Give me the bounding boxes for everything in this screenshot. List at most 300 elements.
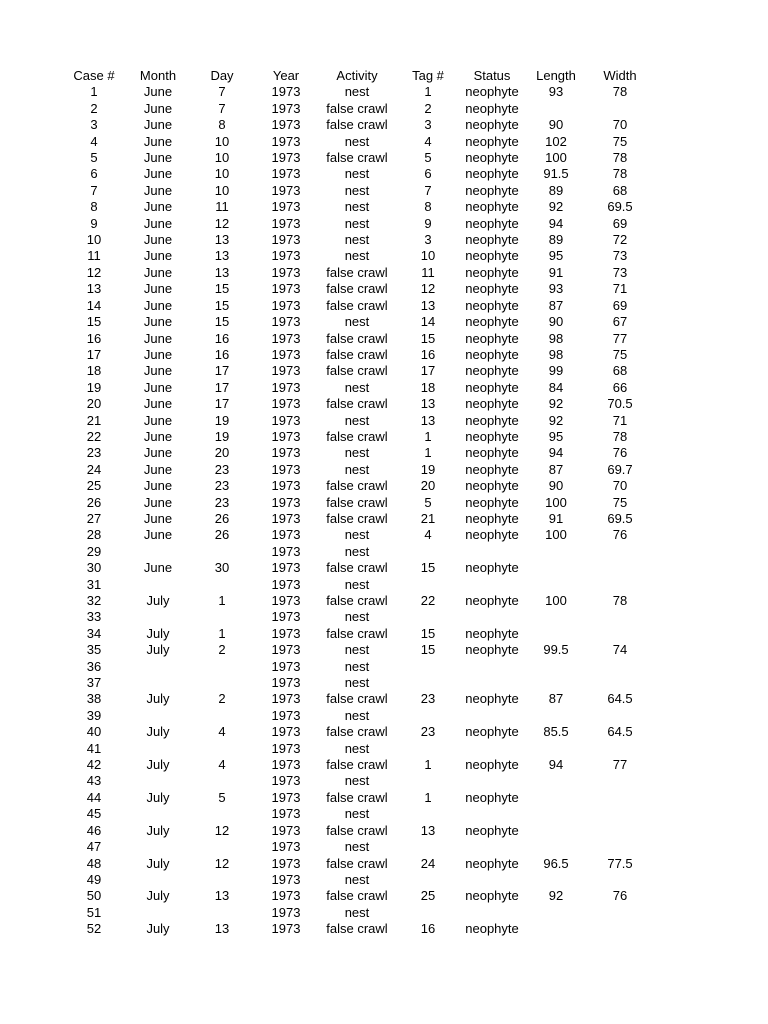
- tag-number-cell: 13: [420, 396, 436, 412]
- year-cell: 1973: [271, 904, 301, 920]
- month-cell: July: [146, 921, 170, 937]
- width-cell: [588, 823, 652, 839]
- activity-cell: nest: [344, 642, 370, 658]
- length-cell: 90: [548, 314, 564, 330]
- case-number-cell: 28: [86, 527, 102, 543]
- status-cell: neophyte: [465, 412, 519, 428]
- status-cell: neophyte: [465, 84, 519, 100]
- activity-cell: false crawl: [326, 363, 388, 379]
- month-cell: June: [143, 166, 173, 182]
- status-cell: neophyte: [465, 593, 519, 608]
- activity-cell: nest: [344, 773, 370, 789]
- case-number-cell: 25: [86, 478, 102, 494]
- day-cell: 15: [214, 281, 230, 297]
- case-number-cell: 31: [86, 576, 102, 592]
- activity-cell: false crawl: [326, 264, 388, 280]
- year-cell: 1973: [271, 593, 301, 608]
- width-cell: 64.5: [607, 724, 633, 740]
- day-cell: 4: [218, 724, 226, 740]
- status-cell: neophyte: [465, 625, 519, 641]
- activity-cell: nest: [344, 576, 370, 592]
- table-row: [62, 331, 652, 347]
- table-row: [62, 150, 652, 166]
- month-cell: June: [143, 117, 173, 133]
- tag-number-cell: 19: [420, 461, 436, 477]
- month-cell: June: [143, 379, 173, 395]
- tag-number-cell: 4: [424, 133, 432, 149]
- activity-cell: false crawl: [326, 478, 388, 494]
- status-cell: neophyte: [465, 199, 519, 215]
- case-number-cell: 48: [86, 855, 102, 871]
- activity-cell: false crawl: [326, 888, 388, 904]
- tag-number-cell: 11: [421, 264, 435, 280]
- length-cell: 95: [548, 248, 564, 264]
- year-cell: 1973: [271, 773, 301, 789]
- tag-number-cell: 21: [420, 510, 436, 526]
- width-cell: [588, 905, 652, 921]
- month-cell: June: [143, 396, 173, 412]
- table-row: [62, 265, 652, 281]
- month-cell: July: [146, 642, 170, 658]
- month-cell: [126, 544, 190, 560]
- activity-cell: false crawl: [326, 855, 388, 871]
- day-cell: 13: [214, 264, 230, 280]
- width-cell: 76: [612, 527, 628, 543]
- width-cell: 69.5: [607, 199, 633, 215]
- status-cell: neophyte: [465, 330, 519, 346]
- month-cell: [126, 675, 190, 691]
- table-row: [62, 593, 652, 609]
- width-cell: 70: [612, 478, 628, 494]
- case-number-cell: 39: [86, 707, 102, 723]
- case-number-cell: 30: [86, 560, 102, 576]
- year-cell: 1973: [271, 281, 301, 297]
- length-cell: [524, 921, 588, 937]
- status-cell: [460, 609, 524, 625]
- table-row: [62, 691, 652, 707]
- length-cell: 98: [548, 346, 564, 362]
- year-cell: 1973: [271, 363, 301, 379]
- width-cell: [588, 626, 652, 642]
- case-number-cell: 23: [86, 445, 102, 461]
- status-cell: [460, 839, 524, 855]
- length-cell: [524, 675, 588, 691]
- status-cell: neophyte: [465, 281, 519, 297]
- table-row: [62, 495, 652, 511]
- tag-number-cell: [396, 741, 460, 757]
- length-cell: [524, 544, 588, 560]
- status-cell: neophyte: [465, 510, 519, 526]
- case-number-cell: 49: [86, 871, 102, 887]
- year-cell: 1973: [271, 396, 301, 412]
- header-tag-number: Tag #: [412, 68, 444, 83]
- status-cell: [460, 806, 524, 822]
- day-cell: 23: [214, 461, 230, 477]
- width-cell: 76: [612, 445, 628, 461]
- year-cell: 1973: [271, 757, 301, 773]
- table-row: [62, 166, 652, 182]
- tag-number-cell: 15: [420, 625, 436, 641]
- activity-cell: nest: [344, 740, 370, 756]
- year-cell: 1973: [271, 543, 301, 559]
- day-cell: 17: [214, 363, 230, 379]
- length-cell: 94: [548, 757, 564, 773]
- status-cell: [460, 872, 524, 888]
- tag-number-cell: 22: [420, 593, 436, 608]
- case-number-cell: 26: [86, 494, 102, 510]
- length-cell: [524, 101, 588, 117]
- case-number-cell: 16: [86, 330, 102, 346]
- case-number-cell: 40: [86, 724, 102, 740]
- day-cell: 2: [218, 642, 226, 658]
- year-cell: 1973: [271, 527, 301, 543]
- tag-number-cell: [396, 872, 460, 888]
- activity-cell: false crawl: [326, 789, 388, 805]
- status-cell: neophyte: [465, 691, 519, 707]
- status-cell: neophyte: [465, 363, 519, 379]
- table-row: [62, 232, 652, 248]
- activity-cell: false crawl: [326, 921, 388, 937]
- table-row: [62, 609, 652, 625]
- length-cell: 90: [548, 117, 564, 133]
- tag-number-cell: 13: [420, 297, 436, 313]
- year-cell: 1973: [271, 839, 301, 855]
- case-number-cell: 1: [90, 84, 98, 100]
- header-length: Length: [536, 68, 576, 83]
- case-number-cell: 32: [86, 593, 102, 608]
- day-cell: 4: [218, 757, 226, 773]
- status-cell: neophyte: [465, 264, 519, 280]
- status-cell: neophyte: [465, 642, 519, 658]
- day-cell: 19: [214, 428, 230, 444]
- year-cell: 1973: [271, 560, 301, 576]
- tag-number-cell: [396, 773, 460, 789]
- year-cell: 1973: [271, 445, 301, 461]
- length-cell: 90: [548, 478, 564, 494]
- status-cell: neophyte: [465, 822, 519, 838]
- width-cell: [588, 675, 652, 691]
- case-number-cell: 45: [86, 806, 102, 822]
- table-row: [62, 445, 652, 461]
- month-cell: June: [143, 133, 173, 149]
- case-number-cell: 8: [90, 199, 98, 215]
- day-cell: 10: [214, 150, 230, 166]
- case-number-cell: 17: [86, 346, 102, 362]
- year-cell: 1973: [271, 84, 301, 100]
- day-cell: 13: [214, 248, 230, 264]
- width-cell: [588, 921, 652, 937]
- tag-number-cell: 15: [420, 330, 436, 346]
- status-cell: neophyte: [465, 789, 519, 805]
- year-cell: 1973: [271, 625, 301, 641]
- year-cell: 1973: [271, 822, 301, 838]
- table-row: [62, 708, 652, 724]
- width-cell: [588, 708, 652, 724]
- year-cell: 1973: [271, 150, 301, 166]
- width-cell: [588, 741, 652, 757]
- case-number-cell: 2: [90, 100, 98, 116]
- month-cell: June: [143, 232, 173, 248]
- width-cell: 69.5: [607, 510, 633, 526]
- case-number-cell: 52: [86, 921, 102, 937]
- width-cell: 75: [612, 494, 628, 510]
- length-cell: 93: [548, 84, 564, 100]
- case-number-cell: 7: [90, 182, 98, 198]
- day-cell: [190, 839, 254, 855]
- table-row: [62, 363, 652, 379]
- case-number-cell: 4: [90, 133, 98, 149]
- status-cell: neophyte: [465, 232, 519, 248]
- case-number-cell: 6: [90, 166, 98, 182]
- year-cell: 1973: [271, 166, 301, 182]
- day-cell: 1: [218, 593, 226, 608]
- tag-number-cell: 13: [420, 412, 436, 428]
- month-cell: June: [143, 215, 173, 231]
- day-cell: 12: [214, 822, 230, 838]
- case-number-cell: 11: [87, 248, 101, 264]
- length-cell: 84: [548, 379, 564, 395]
- width-cell: 74: [612, 642, 628, 658]
- month-cell: June: [143, 264, 173, 280]
- length-cell: [524, 626, 588, 642]
- day-cell: 26: [214, 510, 230, 526]
- status-cell: neophyte: [465, 166, 519, 182]
- year-cell: 1973: [271, 642, 301, 658]
- tag-number-cell: 24: [420, 855, 436, 871]
- case-number-cell: 19: [86, 379, 102, 395]
- month-cell: June: [143, 281, 173, 297]
- table-row: [62, 84, 652, 100]
- month-cell: June: [143, 560, 173, 576]
- status-cell: [460, 577, 524, 593]
- length-cell: 91: [548, 264, 564, 280]
- case-number-cell: 42: [86, 757, 102, 773]
- year-cell: 1973: [271, 921, 301, 937]
- year-cell: 1973: [271, 330, 301, 346]
- year-cell: 1973: [271, 314, 301, 330]
- month-cell: July: [146, 855, 170, 871]
- month-cell: June: [143, 510, 173, 526]
- year-cell: 1973: [271, 855, 301, 871]
- year-cell: 1973: [271, 707, 301, 723]
- length-cell: [524, 905, 588, 921]
- status-cell: [460, 675, 524, 691]
- length-cell: 96.5: [543, 855, 569, 871]
- day-cell: [190, 806, 254, 822]
- length-cell: 89: [548, 182, 564, 198]
- width-cell: 71: [612, 412, 628, 428]
- tag-number-cell: [396, 806, 460, 822]
- width-cell: [588, 773, 652, 789]
- year-cell: 1973: [271, 576, 301, 592]
- width-cell: [588, 609, 652, 625]
- day-cell: 1: [218, 625, 226, 641]
- length-cell: [524, 708, 588, 724]
- tag-number-cell: 18: [420, 379, 436, 395]
- width-cell: [588, 560, 652, 576]
- case-number-cell: 37: [86, 675, 102, 691]
- day-cell: 11: [215, 199, 229, 215]
- length-cell: 91.5: [543, 166, 569, 182]
- width-cell: 72: [612, 232, 628, 248]
- header-day: Day: [210, 68, 234, 83]
- table-row: [62, 921, 652, 937]
- activity-cell: nest: [344, 445, 370, 461]
- tag-number-cell: 12: [420, 281, 436, 297]
- status-cell: neophyte: [465, 494, 519, 510]
- activity-cell: nest: [344, 248, 370, 264]
- width-cell: 71: [612, 281, 628, 297]
- table-row: [62, 773, 652, 789]
- length-cell: [524, 773, 588, 789]
- table-row: [62, 347, 652, 363]
- day-cell: [190, 544, 254, 560]
- day-cell: 26: [214, 527, 230, 543]
- table-row: [62, 462, 652, 478]
- tag-number-cell: 15: [420, 642, 436, 658]
- activity-cell: nest: [344, 232, 370, 248]
- activity-cell: false crawl: [326, 396, 388, 412]
- activity-cell: false crawl: [326, 494, 388, 510]
- status-cell: neophyte: [465, 133, 519, 149]
- case-number-cell: 29: [86, 543, 102, 559]
- month-cell: June: [143, 199, 173, 215]
- day-cell: 17: [214, 396, 230, 412]
- year-cell: 1973: [271, 346, 301, 362]
- width-cell: 77: [612, 757, 628, 773]
- case-number-cell: 14: [86, 297, 102, 313]
- table-row: [62, 117, 652, 133]
- activity-cell: false crawl: [326, 691, 388, 707]
- table-row: [62, 281, 652, 297]
- month-cell: [126, 806, 190, 822]
- case-number-cell: 36: [86, 658, 102, 674]
- year-cell: 1973: [271, 658, 301, 674]
- tag-number-cell: 1: [424, 789, 432, 805]
- case-number-cell: 10: [86, 232, 102, 248]
- day-cell: 12: [214, 855, 230, 871]
- status-cell: neophyte: [465, 855, 519, 871]
- activity-cell: false crawl: [326, 281, 388, 297]
- month-cell: [126, 872, 190, 888]
- width-cell: 69: [612, 215, 628, 231]
- activity-cell: nest: [344, 675, 370, 691]
- day-cell: 10: [214, 166, 230, 182]
- tag-number-cell: [396, 675, 460, 691]
- case-number-cell: 9: [90, 215, 98, 231]
- table-row: [62, 413, 652, 429]
- data-table: [62, 68, 652, 938]
- table-row: [62, 659, 652, 675]
- length-cell: 100: [545, 150, 567, 166]
- header-case-number: Case #: [73, 68, 115, 83]
- tag-number-cell: 25: [420, 888, 436, 904]
- month-cell: [126, 839, 190, 855]
- table-row: [62, 823, 652, 839]
- day-cell: [190, 659, 254, 675]
- width-cell: 77: [612, 330, 628, 346]
- width-cell: 68: [612, 182, 628, 198]
- width-cell: 68: [612, 363, 628, 379]
- table-row: [62, 183, 652, 199]
- tag-number-cell: 10: [420, 248, 436, 264]
- activity-cell: nest: [344, 84, 370, 100]
- year-cell: 1973: [271, 609, 301, 625]
- width-cell: 78: [612, 428, 628, 444]
- activity-cell: false crawl: [326, 560, 388, 576]
- day-cell: 13: [214, 921, 230, 937]
- month-cell: June: [143, 314, 173, 330]
- day-cell: 5: [218, 789, 226, 805]
- width-cell: [588, 659, 652, 675]
- tag-number-cell: 16: [420, 921, 436, 937]
- day-cell: 13: [214, 888, 230, 904]
- year-cell: 1973: [271, 494, 301, 510]
- year-cell: 1973: [271, 232, 301, 248]
- width-cell: [588, 101, 652, 117]
- activity-cell: false crawl: [326, 330, 388, 346]
- table-row: [62, 724, 652, 740]
- year-cell: 1973: [271, 412, 301, 428]
- day-cell: 15: [214, 297, 230, 313]
- header-year: Year: [272, 68, 300, 83]
- tag-number-cell: 23: [420, 691, 436, 707]
- table-row: [62, 314, 652, 330]
- table-row: [62, 216, 652, 232]
- activity-cell: false crawl: [326, 593, 388, 608]
- tag-number-cell: [396, 609, 460, 625]
- header-month: Month: [139, 68, 177, 83]
- case-number-cell: 15: [86, 314, 102, 330]
- table-row: [62, 888, 652, 904]
- status-cell: neophyte: [465, 560, 519, 576]
- tag-number-cell: 1: [424, 84, 432, 100]
- case-number-cell: 47: [86, 839, 102, 855]
- year-cell: 1973: [271, 264, 301, 280]
- case-number-cell: 38: [86, 691, 102, 707]
- month-cell: July: [146, 724, 170, 740]
- case-number-cell: 3: [90, 117, 98, 133]
- activity-cell: nest: [344, 379, 370, 395]
- day-cell: [190, 708, 254, 724]
- day-cell: 12: [214, 215, 230, 231]
- length-cell: 98: [548, 330, 564, 346]
- year-cell: 1973: [271, 117, 301, 133]
- case-number-cell: 43: [86, 773, 102, 789]
- table-row: [62, 839, 652, 855]
- month-cell: June: [143, 346, 173, 362]
- length-cell: [524, 806, 588, 822]
- month-cell: June: [143, 182, 173, 198]
- tag-number-cell: [396, 905, 460, 921]
- status-cell: neophyte: [465, 428, 519, 444]
- header-row: [62, 68, 652, 84]
- table-row: [62, 544, 652, 560]
- month-cell: [126, 741, 190, 757]
- year-cell: 1973: [271, 182, 301, 198]
- month-cell: June: [143, 527, 173, 543]
- length-cell: 100: [545, 527, 567, 543]
- table-row: [62, 790, 652, 806]
- activity-cell: nest: [344, 133, 370, 149]
- table-row: [62, 478, 652, 494]
- width-cell: [588, 839, 652, 855]
- year-cell: 1973: [271, 871, 301, 887]
- month-cell: July: [146, 822, 170, 838]
- day-cell: 23: [214, 494, 230, 510]
- year-cell: 1973: [271, 297, 301, 313]
- status-cell: [460, 544, 524, 560]
